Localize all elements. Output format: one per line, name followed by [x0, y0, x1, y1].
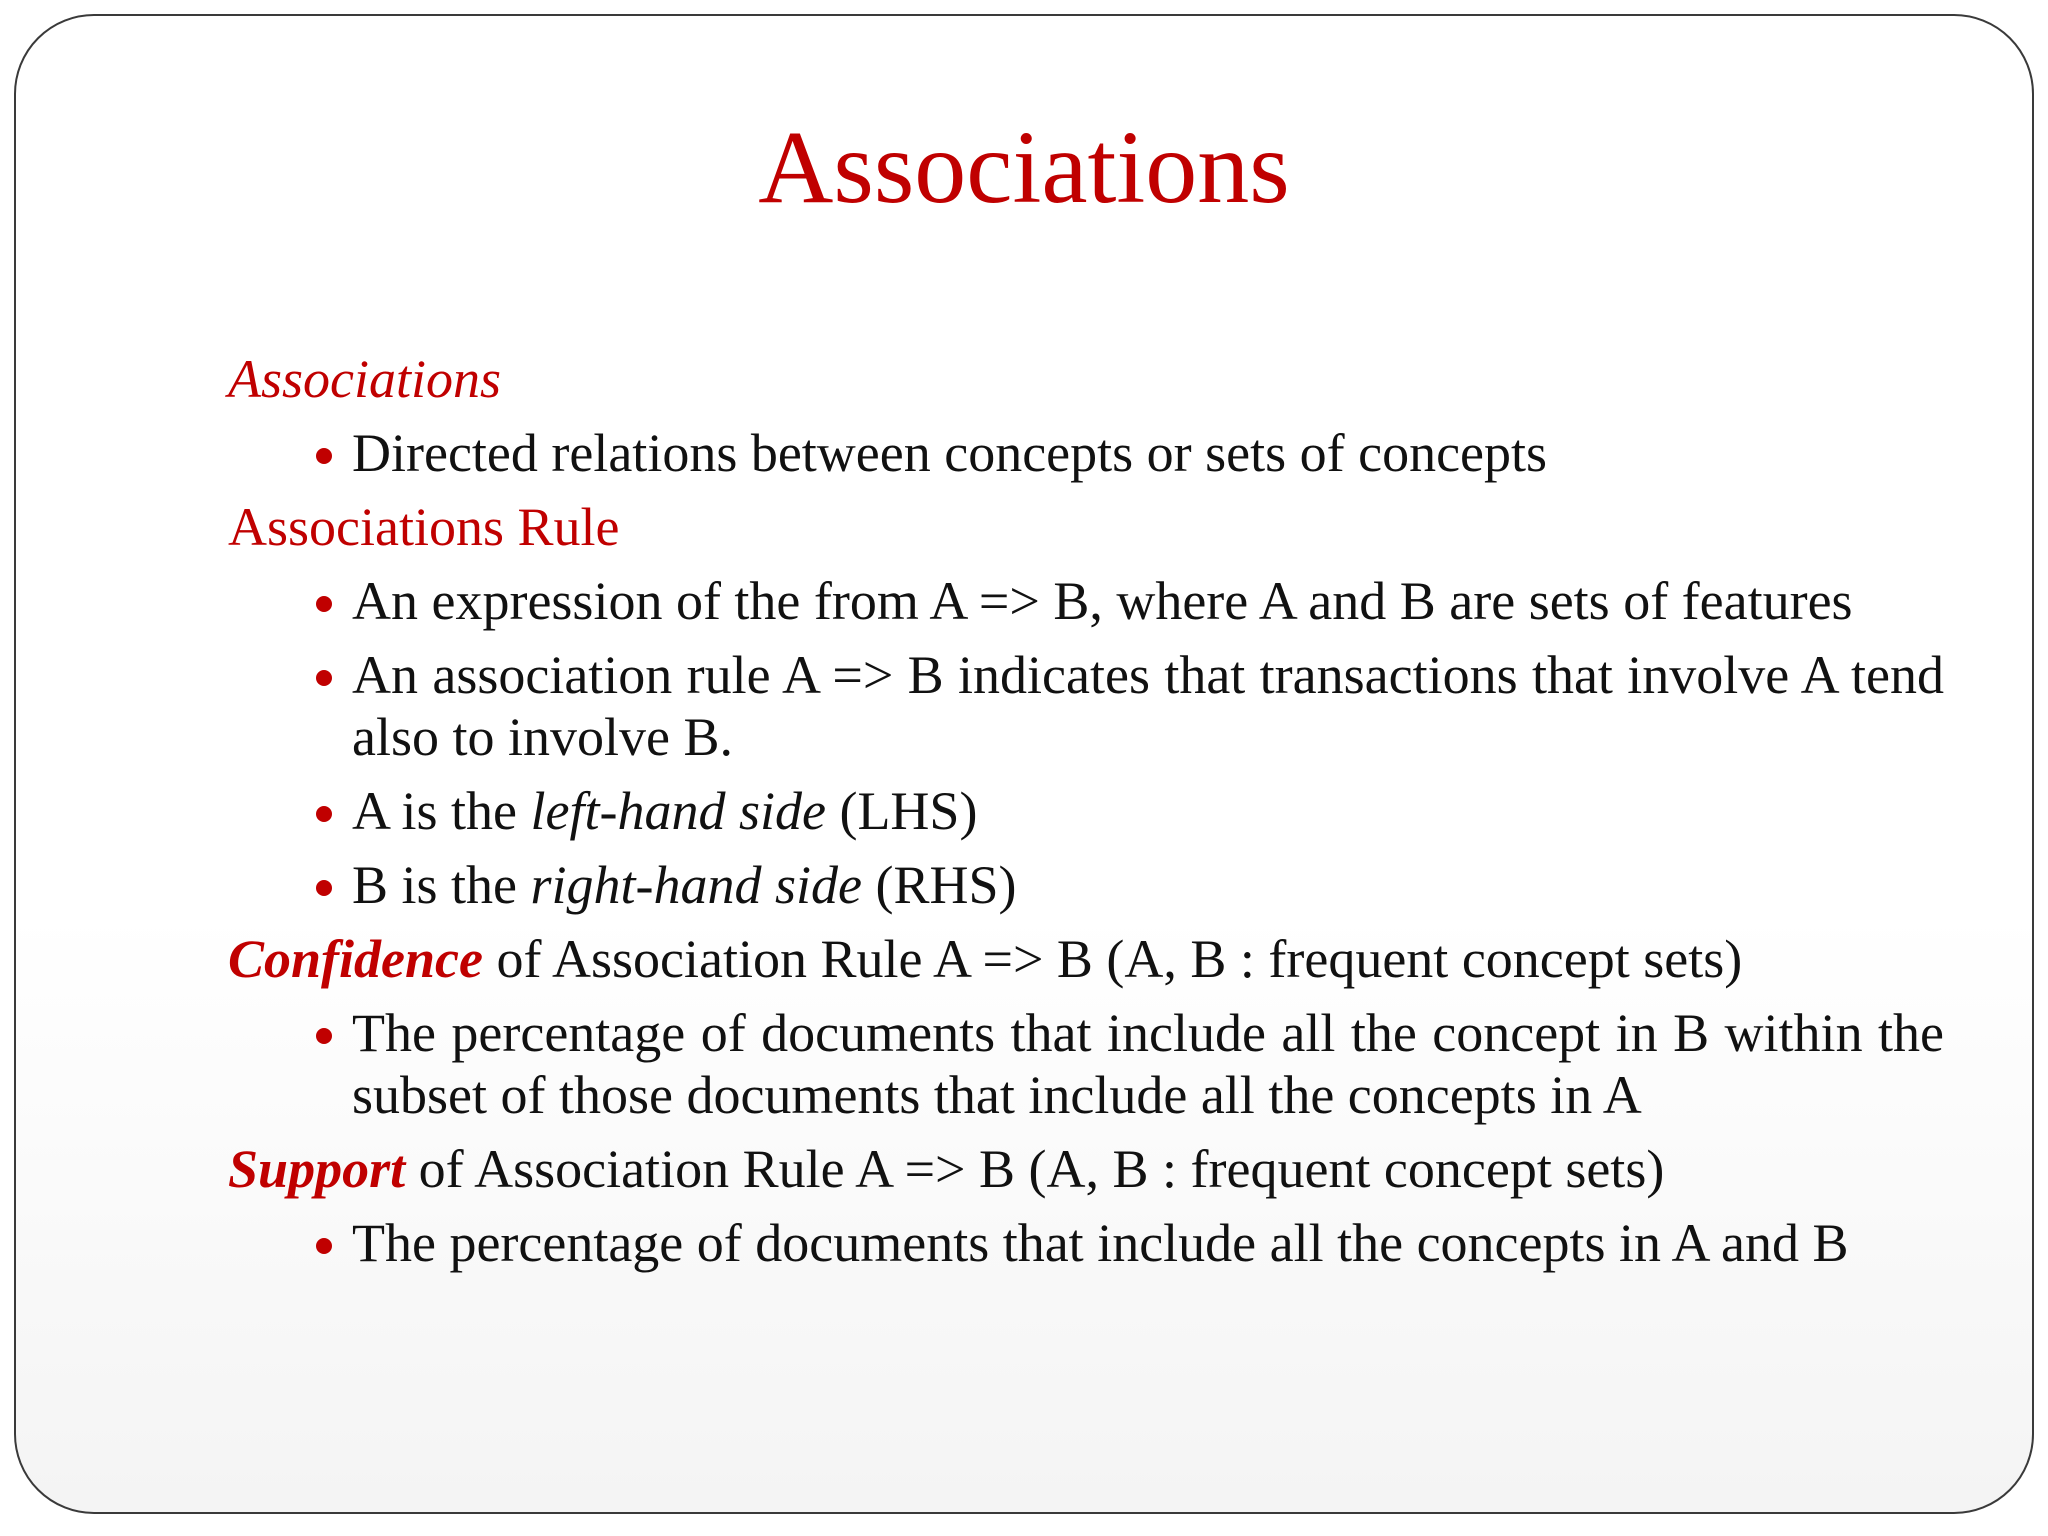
- bullet-list-associations-rule: [228, 570, 1944, 916]
- heading-support-rest: of Association Rule A => B (A, B : frequent concept sets): [405, 1139, 1665, 1199]
- bullet-dot-icon: [316, 448, 332, 464]
- bullet-list-confidence: [228, 1002, 1944, 1126]
- bullet-text: Directed relations between concepts or sets of concepts: [352, 423, 1548, 483]
- bullet-item: [228, 1212, 1944, 1274]
- bullet-dot-icon: [316, 1028, 332, 1044]
- bullet-dot-icon: [316, 670, 332, 686]
- heading-confidence: [228, 928, 1944, 990]
- slide-title: Associations: [758, 110, 1290, 225]
- bullet-text-prefix: A is the: [352, 781, 531, 841]
- bullet-item: [228, 644, 1944, 768]
- bullet-item: [228, 1002, 1944, 1126]
- heading-support: [228, 1138, 1944, 1200]
- heading-associations: Associations: [228, 349, 502, 409]
- bullet-text-italic: left-hand side: [530, 781, 826, 841]
- bullet-list-associations: [228, 422, 1944, 484]
- heading-support-term: Support: [228, 1139, 406, 1199]
- bullet-text-prefix: B is the: [352, 855, 531, 915]
- bullet-text-suffix: (RHS): [862, 855, 1017, 915]
- bullet-list-support: [228, 1212, 1944, 1274]
- bullet-text-italic: right-hand side: [530, 855, 863, 915]
- heading-associations-rule: Associations Rule: [228, 497, 620, 557]
- bullet-text: An association rule A => B indicates that transactions that involve A tend also to involve B.: [352, 645, 1944, 767]
- bullet-text-suffix: (LHS): [825, 781, 978, 841]
- heading-confidence-term: Confidence: [228, 929, 483, 989]
- bullet-item: [228, 780, 1944, 842]
- bullet-dot-icon: [316, 1238, 332, 1254]
- bullet-item: [228, 570, 1944, 632]
- bullet-dot-icon: [316, 596, 332, 612]
- bullet-dot-icon: [316, 806, 332, 822]
- bullet-item: [228, 854, 1944, 916]
- bullet-text: The percentage of documents that include all the concept in B within the subset of those documents that include all the concepts in A: [352, 1003, 1944, 1125]
- bullet-dot-icon: [316, 880, 332, 896]
- slide-frame: [14, 14, 2034, 1514]
- heading-confidence-rest: of Association Rule A => B (A, B : frequent concept sets): [482, 929, 1743, 989]
- bullet-item: [228, 422, 1944, 484]
- bullet-text: The percentage of documents that include all the concepts in A and B: [352, 1213, 1849, 1273]
- slide-body: [228, 348, 1944, 1286]
- bullet-text: An expression of the from A => B, where A and B are sets of features: [352, 571, 1853, 631]
